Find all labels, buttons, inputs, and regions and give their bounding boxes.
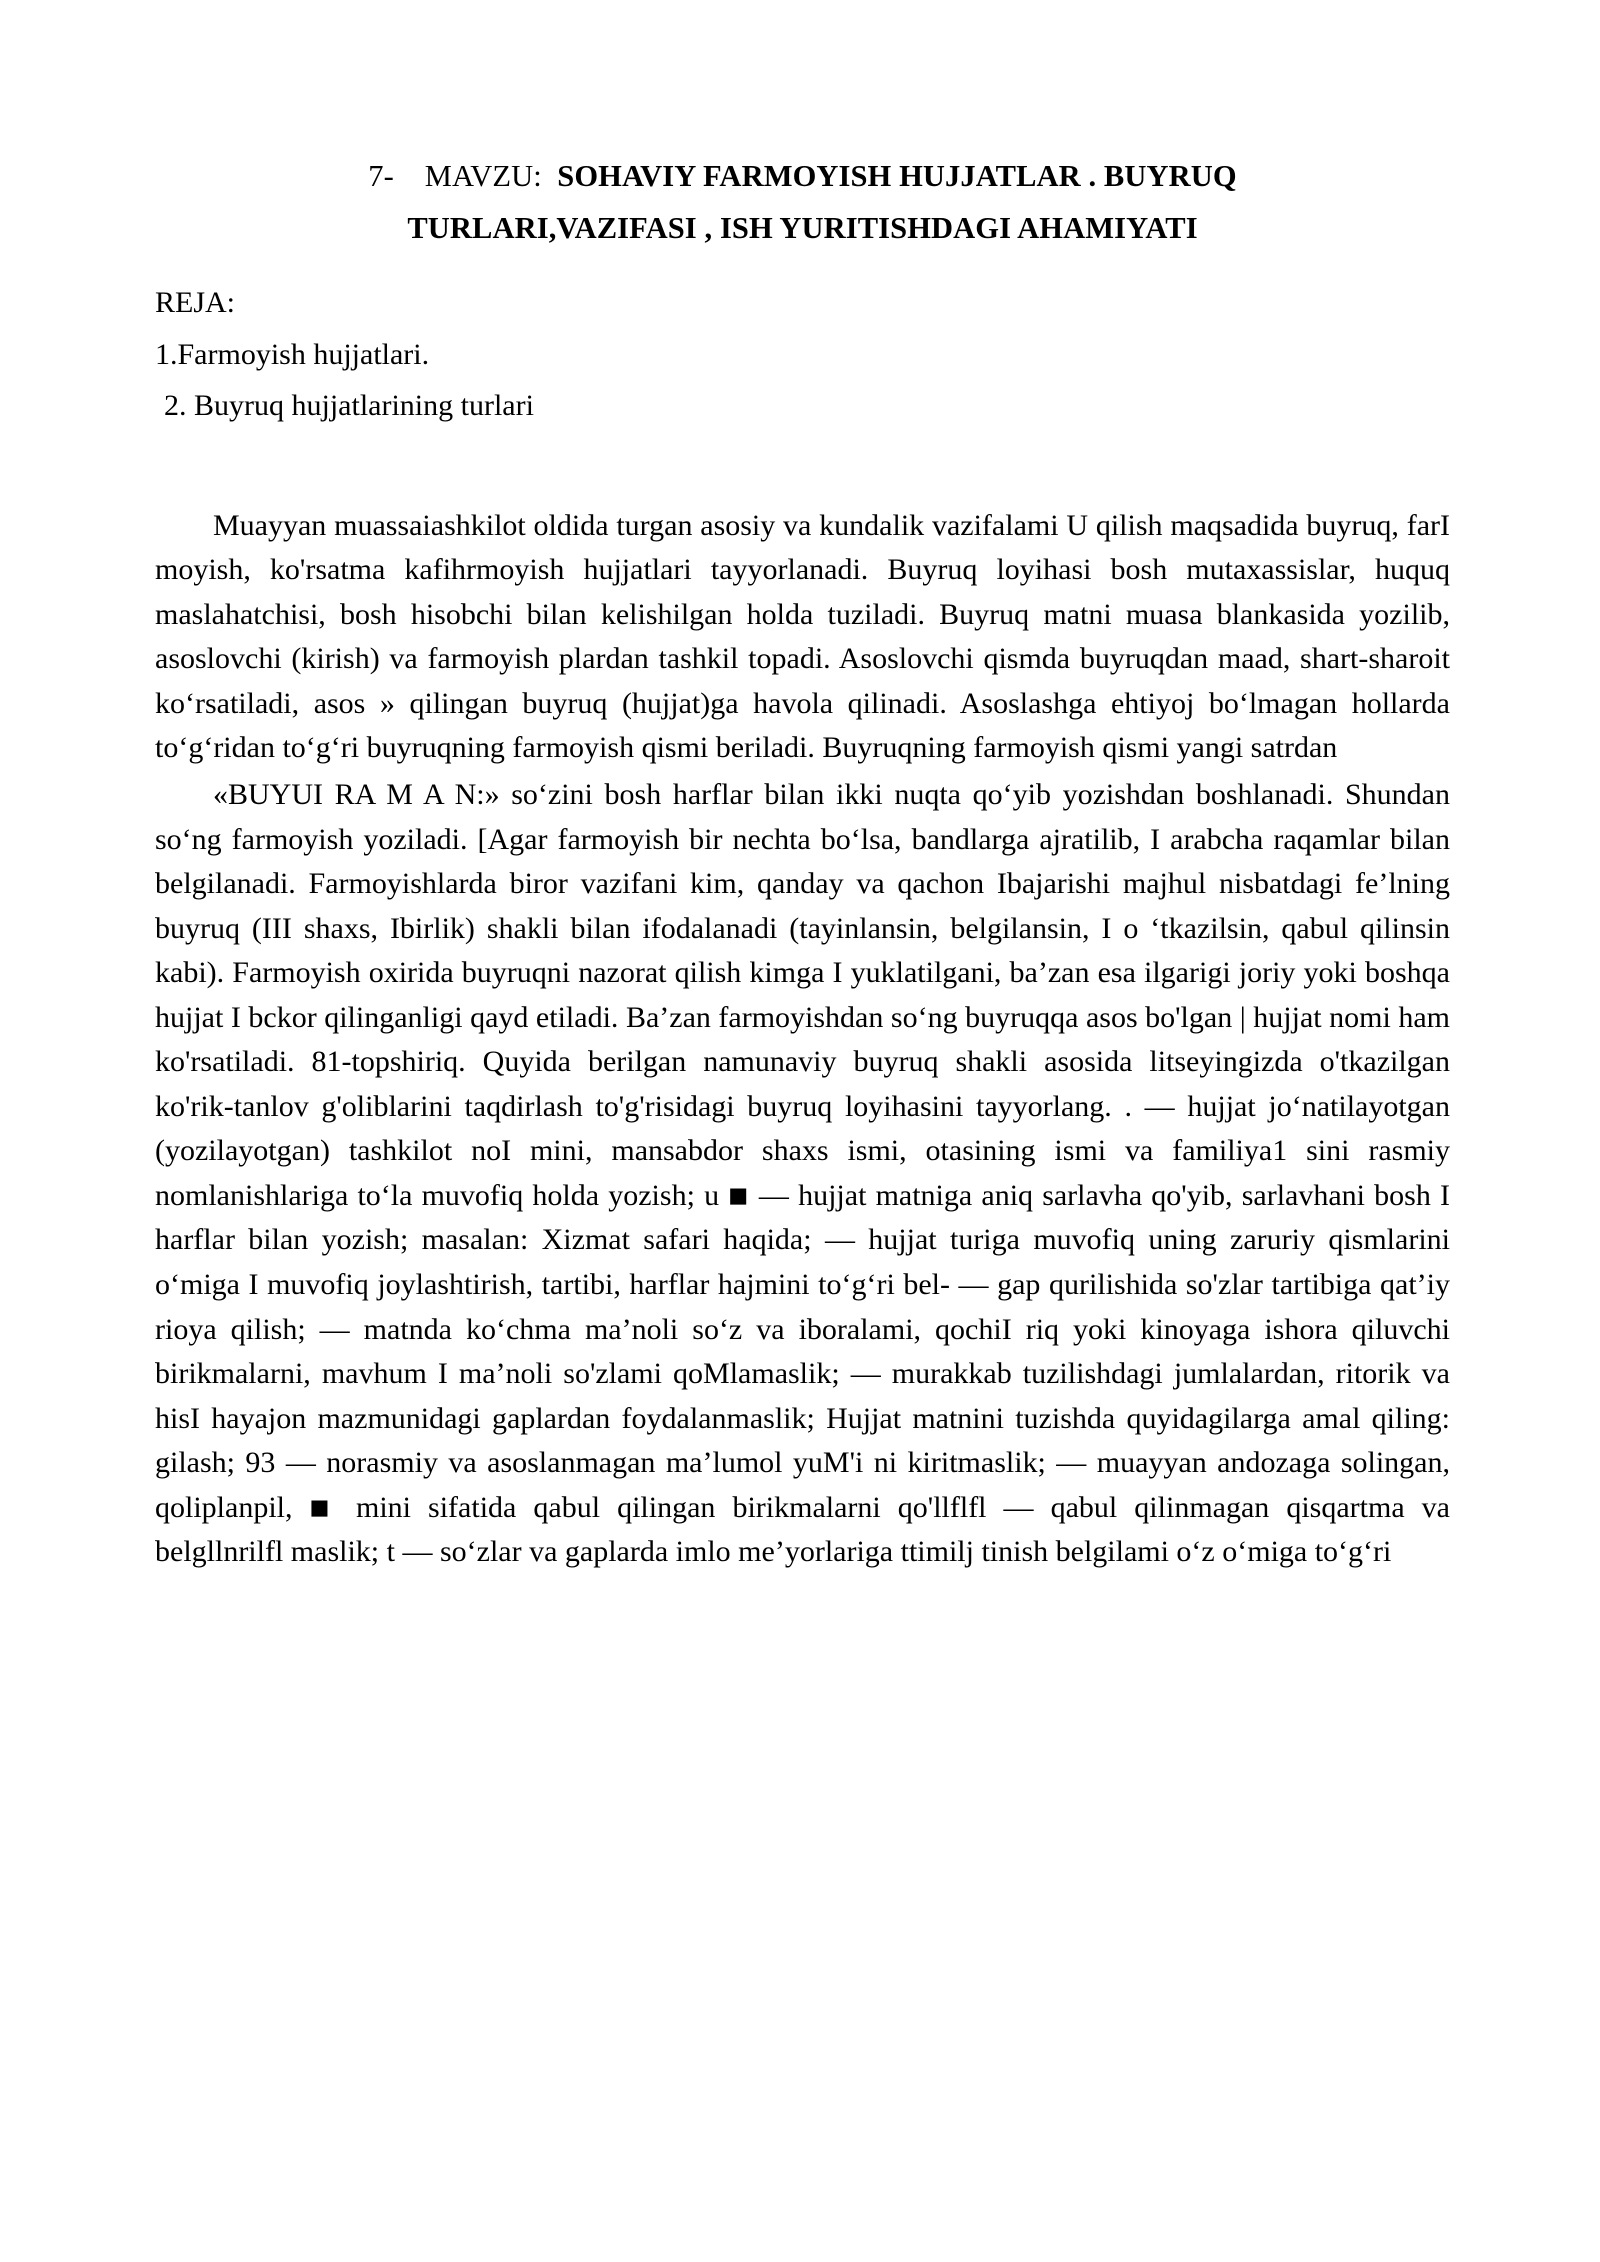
body-paragraph-1: Muayyan muassaiashkilot oldida turgan asosiy va kundalik vazifalami U qilish maqsadida buyruq, farI moyish, ko'rsatma kafihrmoyish hujjatlari tayyorlanadi. Buyruq loyihasi bosh mutaxassislar, huquq maslahatchisi, bosh hisobchi bilan kelishilgan holda tuziladi. Buyruq matni muasa blankasida yozilib, asoslovchi (kirish) va farmoyish plardan tashkil topadi. Asoslovchi qismda buyruqdan maad, shart-sharoit ko‘rsatiladi, asos » qilingan buyruq (hujjat)ga havola qilinadi. Asoslashga ehtiyoj bo‘lmagan hollarda to‘g‘ridan to‘g‘ri buyruqning farmoyish qismi beriladi. Buyruqning farmoyish qismi yangi satrdan <box>155 508 1450 765</box>
body-paragraph-2-part-c: mini sifatida qabul qilingan birikmalarni qo'llflfl — qabul qilinmagan qisqartma va belgllnrilfl maslik; t — so‘zlar va gaplarda imlo me’yorlariga ttimilj tinish belgilami o‘z o‘miga to‘g‘ri <box>155 1490 1450 1569</box>
body-paragraph-2-part-a: «BUYUI RA M A N:» so‘zini bosh harflar bilan ikki nuqta qo‘yib yozishdan boshlanadi. Shundan so‘ng farmoyish yoziladi. [Agar farmoyish bir nechta bo‘lsa, bandlarga ajratilib, I arabcha raqamlar bilan belgilanadi. Farmoyishlarda biror vazifani kim, qanday va qachon Ibajarishi majhul nisbatdagi fe’lning buyruq (III shaxs, Ibirlik) shakli bilan ifodalanadi (tayinlansin, belgilansin, I o ‘tkazilsin, qabul qilinsin kabi). Farmoyish oxirida buyruqni nazorat qilish kimga I yuklatilgani, ba’zan esa ilgarigi joriy yoki boshqa hujjat I bckor qilinganligi qayd etiladi. Ba’zan farmoyishdan so‘ng buyruqqa asos bo'lgan | hujjat nomi ham ko'rsatiladi. 81-topshiriq. Quyida berilgan namunaviy buyruq shakli asosida litseyingizda o'tkazilgan ko'rik-tanlov g'oliblarini taqdirlash to'g'risidagi buyruq loyihasini tayyorlang. . — hujjat jo‘natilayotgan (yozilayotgan) tashkilot noI mini, mansabdor shaxs ismi, otasining ismi va familiya1 sini rasmiy nomlanishlariga to‘la muvofiq holda yozish; u <box>155 777 1450 1212</box>
black-square-icon-2: ■ <box>309 1494 339 1519</box>
title-main-line-1: SOHAVIY FARMOYISH HUJJATLAR . BUYRUQ <box>557 159 1237 193</box>
body-paragraph-2 <box>155 773 1450 1575</box>
body-paragraph-2-part-b: — hujjat matniga aniq sarlavha qo'yib, sarlavhani bosh I harflar bilan yozish; masalan: Xizmat safari haqida; — hujjat turiga muvofiq uning zaruriy qismlarini o‘miga I muvofiq joylashtirish, tartibi, harflar hajmini to‘g‘ri bel- — gap qurilishida so'zlar tartibiga qat’iy rioya qilish; — matnda ko‘chma ma’noli so‘z va iboralami, qochiI riq yoki kinoyaga ishora qiluvchi birikmalarni, mavhum I ma’noli so'zlami qoMlamaslik; — murakkab tuzilishdagi jumlalardan, ritorik va hisI hayajon mazmunidagi gaplardan foydalanmaslik; Hujjat matnini tuzishda quyidagilarga amal qiling: gilash; 93 — norasmiy va asoslanmagan ma’lumol yuM'i ni kiritmaslik; — muayyan andozaga solingan, qoliplanpil, <box>155 1178 1450 1524</box>
section-spacer <box>155 432 1450 504</box>
title-main-line-2: TURLARI,VAZIFASI , ISH YURITISHDAGI AHAMIYATI <box>407 211 1198 246</box>
black-square-icon-1: ■ <box>728 1182 750 1207</box>
title-label: MAVZU: <box>424 159 542 193</box>
title-number: 7- <box>368 159 394 193</box>
page-title <box>155 150 1450 255</box>
plan-heading: REJA: <box>155 285 236 319</box>
plan-item-2: 2. Buyruq hujjatlarining turlari <box>164 389 534 423</box>
plan-item-1: 1.Farmoyish hujjatlari. <box>155 337 430 371</box>
plan-section <box>155 277 1450 432</box>
